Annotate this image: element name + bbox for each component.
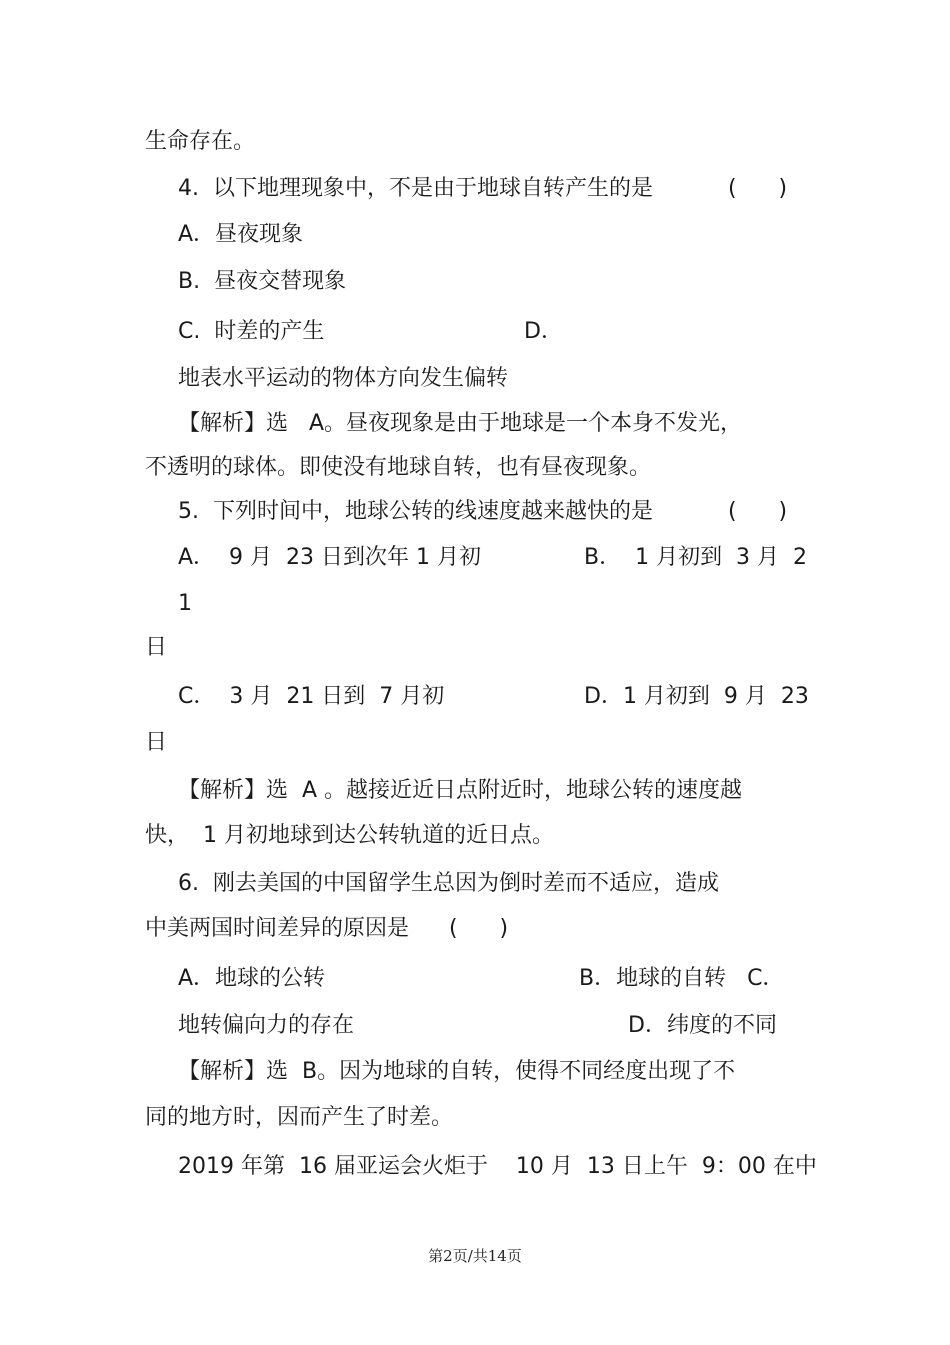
text-line: B． 1 月初到 3 月 2 bbox=[584, 545, 808, 570]
text-line: ( ) bbox=[449, 916, 509, 941]
text-line: D．1 月初到 9 月 23 bbox=[584, 684, 809, 709]
text-line: 生命存在。 bbox=[145, 129, 256, 154]
text-line: C． 3 月 21 日到 7 月初 bbox=[178, 684, 445, 709]
text-line: D．纬度的不同 bbox=[628, 1013, 777, 1038]
text-line: A．地球的公转 bbox=[178, 966, 326, 991]
text-line: 4. 以下地理现象中，不是由于地球自转产生的是 bbox=[178, 176, 653, 201]
text-line: C. 时差的产生 bbox=[178, 319, 325, 344]
page-number: 第2页/共14页 bbox=[428, 1247, 522, 1265]
text-line: B．地球的自转 C． bbox=[579, 966, 785, 991]
text-line: 6. 刚去美国的中国留学生总因为倒时差而不适应，造成 bbox=[178, 871, 719, 896]
text-line: ( ) bbox=[728, 176, 788, 201]
text-line: 【解析】选 B。因为地球的自转，使得不同经度出现了不 bbox=[178, 1059, 736, 1084]
text-line: 地转偏向力的存在 bbox=[178, 1013, 355, 1038]
text-line: 中美两国时间差异的原因是 bbox=[145, 916, 410, 941]
text-line: A． 9 月 23 日到次年 1 月初 bbox=[178, 545, 481, 570]
text-line: ( ) bbox=[728, 499, 788, 524]
text-line: 【解析】选 A 。越接近近日点附近时，地球公转的速度越 bbox=[178, 778, 743, 803]
text-line: B. 昼夜交替现象 bbox=[178, 269, 347, 294]
text-line: 【解析】选 A。昼夜现象是由于地球是一个本身不发光， bbox=[178, 411, 743, 436]
text-line: 5. 下列时间中，地球公转的线速度越来越快的是 bbox=[178, 499, 653, 524]
text-line: 地表水平运动的物体方向发生偏转 bbox=[178, 366, 509, 391]
text-line: 不透明的球体。即使没有地球自转，也有昼夜现象。 bbox=[145, 455, 652, 480]
text-line: 1 bbox=[178, 591, 192, 616]
text-line: 日 bbox=[145, 730, 168, 755]
text-line: 日 bbox=[145, 635, 168, 660]
text-line: 同的地方时，因而产生了时差。 bbox=[145, 1105, 454, 1130]
text-line: A．昼夜现象 bbox=[178, 222, 304, 247]
text-line: D． bbox=[524, 319, 563, 344]
text-line: 2019 年第 16 届亚运会火炬于 10 月 13 日上午 9：00 在中 bbox=[178, 1154, 817, 1179]
text-line: 快， 1 月初地球到达公转轨道的近日点。 bbox=[145, 823, 554, 848]
